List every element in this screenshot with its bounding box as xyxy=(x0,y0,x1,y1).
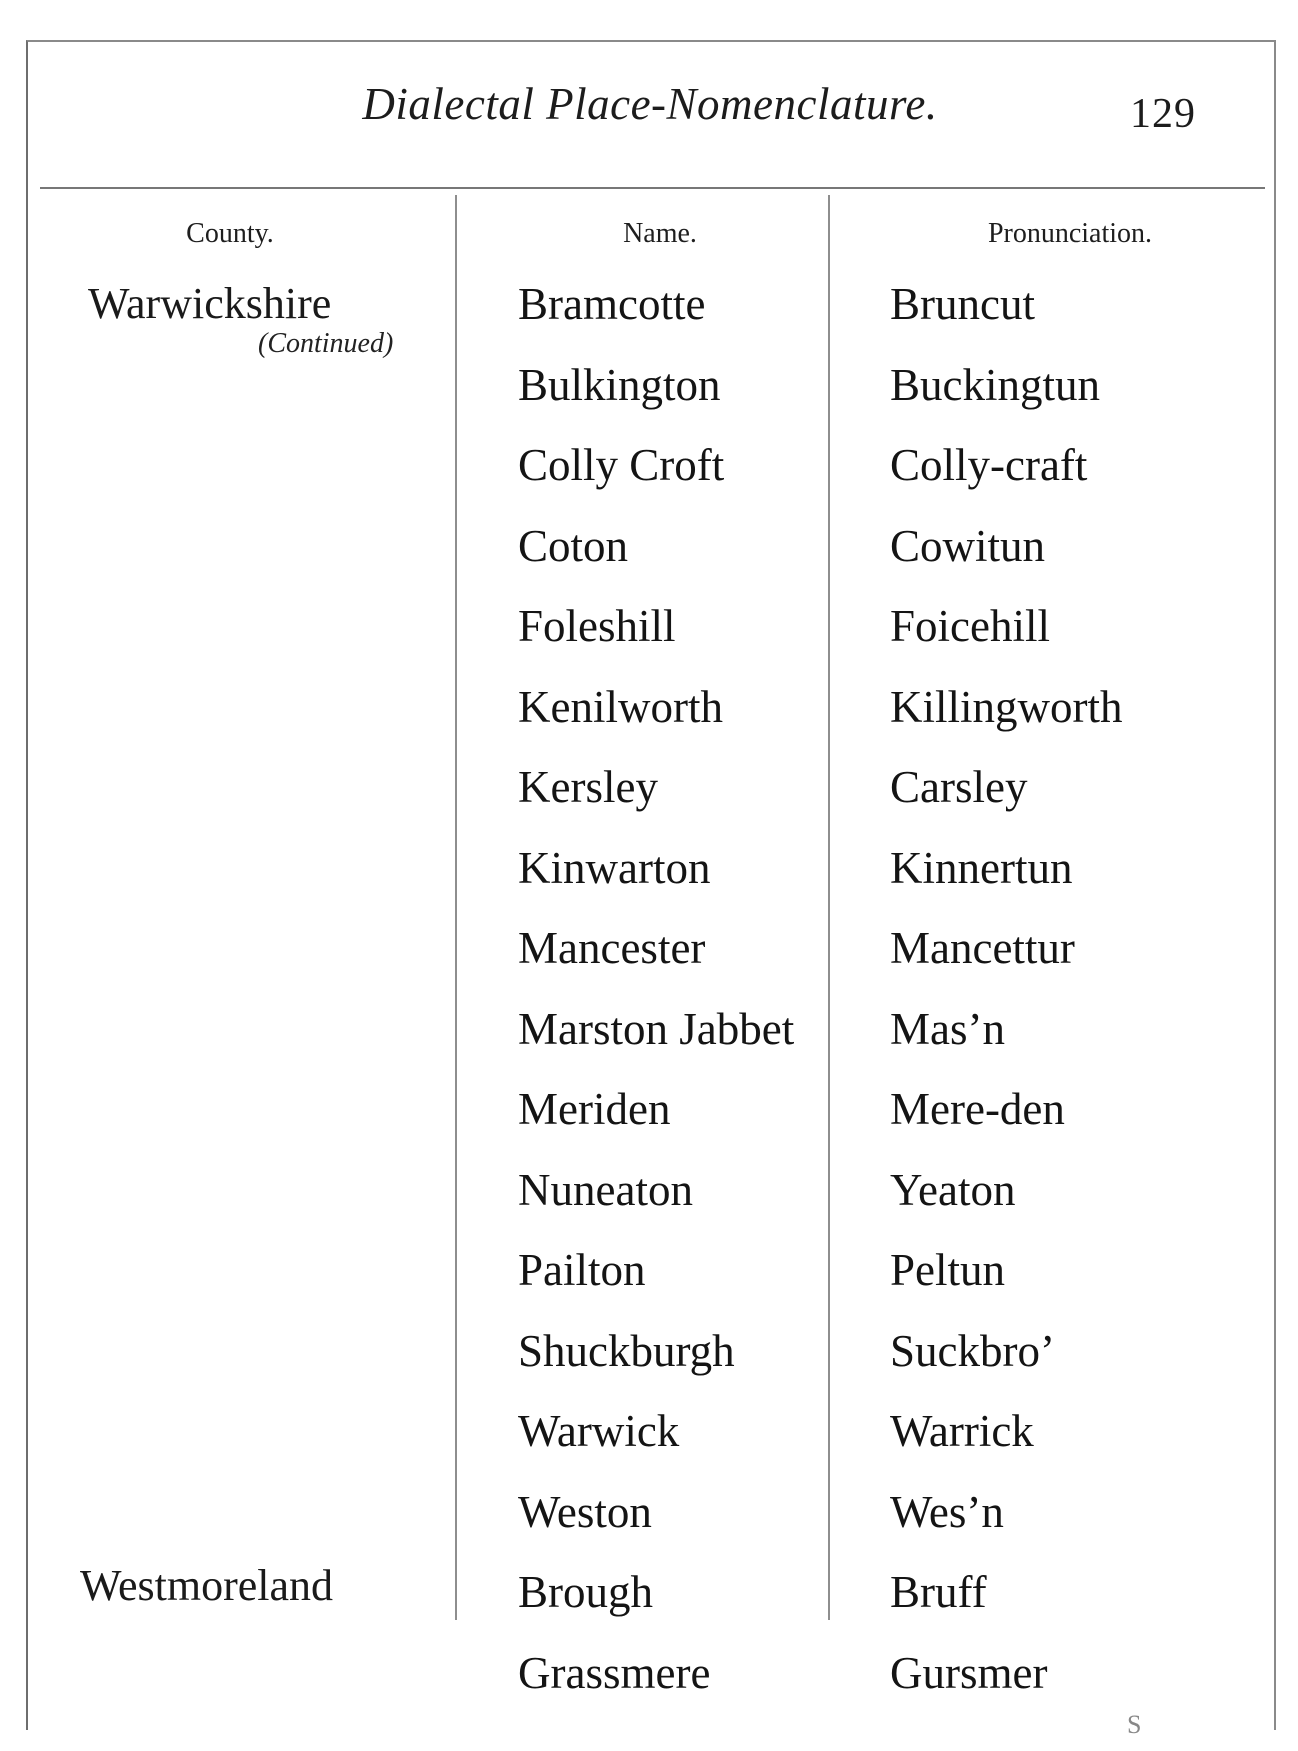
column-header-name: Name. xyxy=(623,218,697,249)
place-pronunciation: Gursmer xyxy=(890,1648,1048,1698)
place-pronunciation: Colly-craft xyxy=(890,440,1088,490)
county-westmoreland: Westmoreland xyxy=(80,1561,334,1610)
place-pronunciation: Bruff xyxy=(890,1567,987,1617)
table-row xyxy=(0,439,1298,519)
place-pronunciation: Suckbro’ xyxy=(890,1326,1055,1376)
place-pronunciation: Warrick xyxy=(890,1406,1034,1456)
place-name: Mancester xyxy=(518,923,706,973)
place-pronunciation: Yeaton xyxy=(890,1165,1016,1215)
page-number: 129 xyxy=(1130,91,1196,137)
table-row xyxy=(0,1164,1298,1244)
place-name: Bulkington xyxy=(518,360,721,410)
place-pronunciation: Wes’n xyxy=(890,1487,1004,1537)
table-row xyxy=(0,1566,1298,1646)
place-name: Warwick xyxy=(518,1406,680,1456)
place-pronunciation: Foicehill xyxy=(890,601,1050,651)
table-row xyxy=(0,761,1298,841)
table-row xyxy=(0,1003,1298,1083)
place-pronunciation: Mas’n xyxy=(890,1004,1005,1054)
column-header-county: County. xyxy=(186,218,274,249)
column-header-pronunciation: Pronunciation. xyxy=(987,218,1153,249)
table-row xyxy=(0,520,1298,600)
header-rule xyxy=(40,187,1265,189)
place-pronunciation: Killingworth xyxy=(890,682,1123,732)
place-name: Kenilworth xyxy=(518,682,723,732)
place-pronunciation: Mere-den xyxy=(890,1084,1065,1134)
place-name: Kersley xyxy=(518,762,658,812)
table-row xyxy=(0,278,1298,358)
place-name: Marston Jabbet xyxy=(518,1004,795,1054)
place-name: Colly Croft xyxy=(518,440,725,490)
place-name: Foleshill xyxy=(518,601,676,651)
table-row xyxy=(0,842,1298,922)
county-continued-note: (Continued) xyxy=(258,328,394,359)
place-name: Brough xyxy=(518,1567,653,1617)
place-pronunciation: Mancettur xyxy=(890,923,1075,973)
table-row xyxy=(0,600,1298,680)
place-pronunciation: Kinnertun xyxy=(890,843,1073,893)
place-name: Kinwarton xyxy=(518,843,711,893)
place-name: Weston xyxy=(518,1487,652,1537)
place-name: Grassmere xyxy=(518,1648,711,1698)
table-row xyxy=(0,1244,1298,1324)
table-row xyxy=(0,1405,1298,1485)
table-row xyxy=(0,359,1298,439)
table-row xyxy=(0,1325,1298,1405)
place-pronunciation: Peltun xyxy=(890,1245,1006,1295)
table-row xyxy=(0,1486,1298,1566)
place-pronunciation: Cowitun xyxy=(890,521,1046,571)
running-title: Dialectal Place-Nomenclature. xyxy=(362,79,938,129)
place-name: Bramcotte xyxy=(518,279,706,329)
place-name: Shuckburgh xyxy=(518,1326,735,1376)
table-row xyxy=(0,922,1298,1002)
place-name: Coton xyxy=(518,521,629,571)
place-pronunciation: Carsley xyxy=(890,762,1028,812)
table-row xyxy=(0,1647,1298,1727)
place-name: Nuneaton xyxy=(518,1165,693,1215)
place-pronunciation: Buckingtun xyxy=(890,360,1100,410)
county-warwickshire: Warwickshire xyxy=(88,279,332,328)
place-pronunciation: Bruncut xyxy=(890,279,1035,329)
place-name: Pailton xyxy=(518,1245,646,1295)
footer-mark: S xyxy=(1127,1710,1142,1739)
place-name: Meriden xyxy=(518,1084,671,1134)
table-row xyxy=(0,681,1298,761)
table-row xyxy=(0,1083,1298,1163)
